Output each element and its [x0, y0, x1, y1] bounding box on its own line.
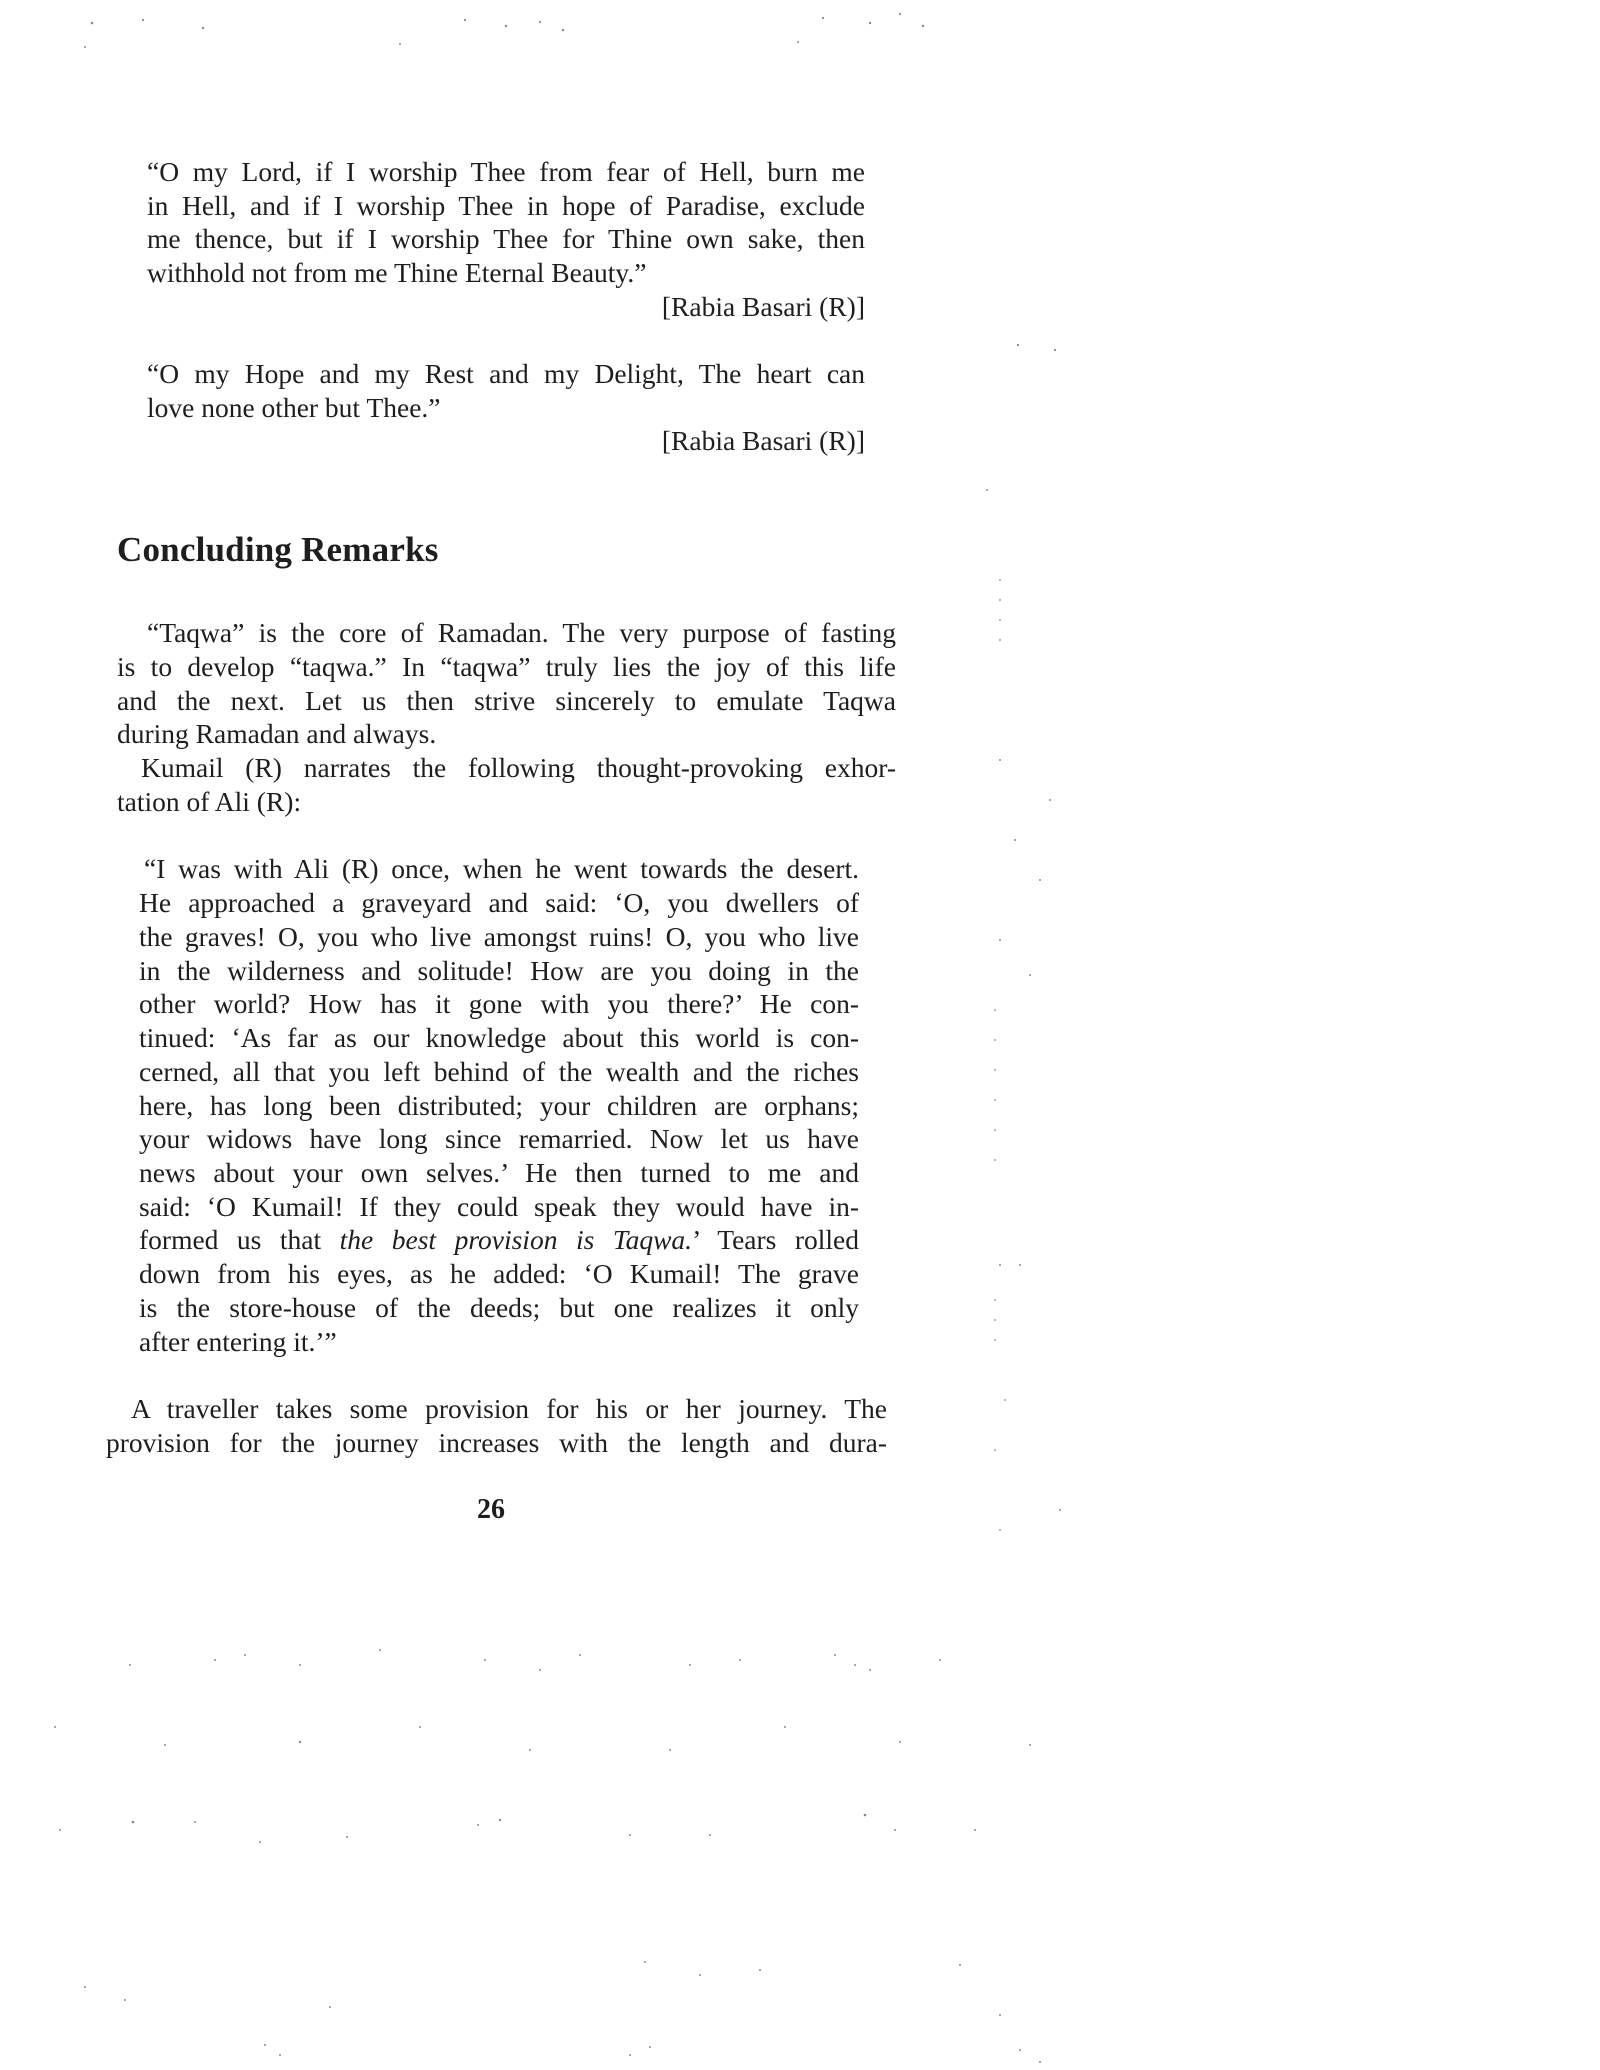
emphasis-text: the best provision is Taqwa. [339, 1224, 693, 1255]
quote-attribution: [Rabia Basari (R)] [661, 425, 865, 456]
quote-line: He approached a graveyard and said: ‘O, you dwellers of [139, 887, 859, 918]
quote-line: your widows have long since remarried. Now let us have [139, 1123, 859, 1154]
quote-line: love none other but Thee.” [147, 392, 441, 423]
quote-line: in the wilderness and solitude! How are you doing in the [139, 955, 859, 986]
paragraph-line: “Taqwa” is the core of Ramadan. The very purpose of fasting [147, 617, 896, 648]
quote-line: other world? How has it gone with you there?’ He con- [139, 988, 859, 1019]
quote-line: is the store-house of the deeds; but one realizes it only [139, 1292, 859, 1323]
quote-attribution: [Rabia Basari (R)] [661, 291, 865, 322]
quote-line: after entering it.’” [139, 1326, 337, 1357]
quote-line: tinued: ‘As far as our knowledge about this world is con- [139, 1022, 859, 1053]
quote-line: cerned, all that you left behind of the wealth and the riches [139, 1056, 859, 1087]
quote-line: down from his eyes, as he added: ‘O Kumail! The grave [139, 1258, 859, 1289]
page-number: 26 [477, 1494, 505, 1525]
quote-line: said: ‘O Kumail! If they could speak they would have in- [139, 1191, 859, 1222]
paragraph-line: is to develop “taqwa.” In “taqwa” truly lies the joy of this life [117, 651, 896, 682]
paragraph-line: during Ramadan and always. [117, 718, 437, 749]
quote-line: “O my Hope and my Rest and my Delight, The heart can [147, 358, 865, 389]
paragraph-line: Kumail (R) narrates the following thought-provoking exhor- [141, 752, 896, 783]
quote-line: news about your own selves.’ He then turned to me and [139, 1157, 859, 1188]
quote-line-with-emphasis [139, 1223, 859, 1257]
quote-line: the graves! O, you who live amongst ruins! O, you who live [139, 921, 859, 952]
paragraph-line: and the next. Let us then strive sincerely to emulate Taqwa [117, 685, 896, 716]
quote-line: here, has long been distributed; your children are orphans; [139, 1090, 859, 1121]
quote-line: in Hell, and if I worship Thee in hope of Paradise, exclude [147, 190, 865, 221]
quote-line: “I was with Ali (R) once, when he went towards the desert. [144, 853, 859, 884]
paragraph-line: provision for the journey increases with the length and dura- [106, 1427, 887, 1458]
quote-line: “O my Lord, if I worship Thee from fear of Hell, burn me [147, 156, 865, 187]
section-heading: Concluding Remarks [117, 530, 439, 569]
quote-text: ’ Tears rolled [692, 1224, 860, 1255]
quote-line: me thence, but if I worship Thee for Thine own sake, then [147, 223, 865, 254]
quote-line: withhold not from me Thine Eternal Beauty.” [147, 257, 647, 288]
paragraph-line: tation of Ali (R): [117, 786, 302, 817]
paragraph-line: A traveller takes some provision for his or her journey. The [131, 1393, 887, 1424]
quote-text: formed us that [139, 1224, 340, 1255]
